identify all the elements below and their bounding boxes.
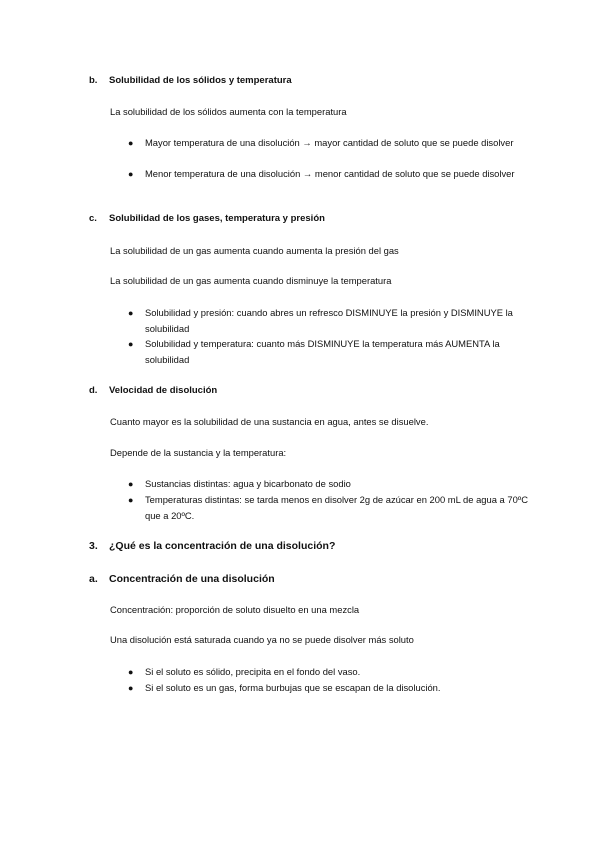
list-item	[128, 305, 528, 337]
bullet-icon: ●	[128, 138, 134, 148]
paragraph: La solubilidad de un gas aumenta cuando aumenta la presión del gas	[110, 245, 399, 256]
section-heading-a	[89, 573, 275, 585]
list-item	[128, 135, 528, 151]
section-title: Velocidad de disolución	[109, 385, 218, 396]
list-item	[128, 680, 528, 696]
paragraph: Cuanto mayor es la solubilidad de una sustancia en agua, antes se disuelve.	[110, 416, 429, 427]
paragraph: Una disolución está saturada cuando ya no se puede disolver más soluto	[110, 634, 414, 645]
section-title: ¿Qué es la concentración de una disolución?	[109, 540, 336, 552]
list-item-text: Sustancias distintas: agua y bicarbonato de sodio	[145, 478, 351, 489]
section-number: 3.	[89, 540, 98, 552]
bullet-icon: ●	[128, 339, 134, 349]
list-item-text: Mayor temperatura de una disolución → mayor cantidad de soluto que se puede disolver	[145, 137, 514, 148]
list-item-text: Menor temperatura de una disolución → menor cantidad de soluto que se puede disolver	[145, 168, 515, 179]
list-item	[128, 166, 528, 182]
section-title: Solubilidad de los gases, temperatura y presión	[109, 213, 325, 224]
paragraph: La solubilidad de un gas aumenta cuando disminuye la temperatura	[110, 275, 392, 286]
list-item	[128, 492, 528, 524]
list-item-text: Solubilidad y temperatura: cuanto más DISMINUYE la temperatura más AUMENTA la solubilidad	[145, 338, 500, 365]
section-number: c.	[89, 213, 97, 224]
bullet-icon: ●	[128, 683, 134, 693]
paragraph: La solubilidad de los sólidos aumenta con la temperatura	[110, 106, 347, 117]
section-heading-d	[89, 385, 217, 396]
list-item-text: Si el soluto es sólido, precipita en el fondo del vaso.	[145, 666, 361, 677]
list-item-text: Temperaturas distintas: se tarda menos en disolver 2g de azúcar en 200 mL de agua a 70ºC que a 20ºC.	[145, 494, 528, 521]
list-item-text: Solubilidad y presión: cuando abres un refresco DISMINUYE la presión y DISMINUYE la solubilidad	[145, 307, 513, 334]
bullet-icon: ●	[128, 667, 134, 677]
section-number: a.	[89, 573, 98, 585]
list-item-text: Si el soluto es un gas, forma burbujas que se escapan de la disolución.	[145, 682, 441, 693]
paragraph: Concentración: proporción de soluto disuelto en una mezcla	[110, 604, 360, 615]
section-number: b.	[89, 75, 98, 86]
list-item	[128, 664, 528, 680]
paragraph: Depende de la sustancia y la temperatura:	[110, 447, 287, 458]
section-title: Concentración de una disolución	[109, 573, 275, 585]
section-heading-3	[89, 540, 335, 552]
section-number: d.	[89, 385, 98, 396]
bullet-icon: ●	[128, 308, 134, 318]
list-item	[128, 336, 528, 368]
section-title: Solubilidad de los sólidos y temperatura	[109, 75, 292, 86]
bullet-icon: ●	[128, 479, 134, 489]
section-heading-c	[89, 213, 325, 224]
section-heading-b	[89, 75, 292, 86]
list-item	[128, 476, 528, 492]
bullet-icon: ●	[128, 169, 134, 179]
bullet-icon: ●	[128, 495, 134, 505]
